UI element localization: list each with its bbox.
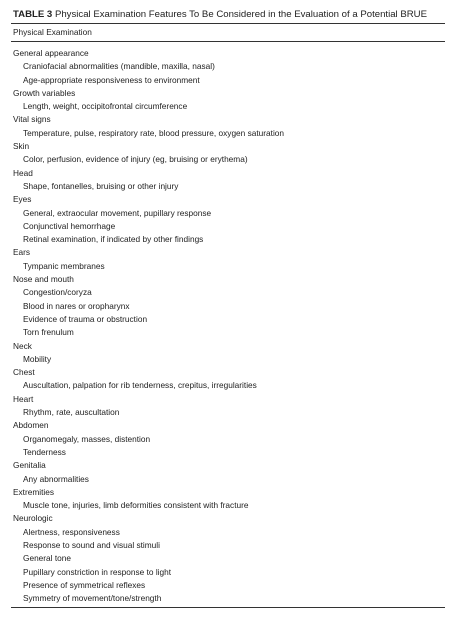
section-title: General appearance (13, 48, 89, 58)
section-item: Organomegaly, masses, distention (23, 433, 151, 444)
section-item: Torn frenulum (23, 327, 74, 338)
section-item: Craniofacial abnormalities (mandible, maxilla, nasal) (23, 61, 215, 72)
section-item: Alertness, responsiveness (23, 526, 120, 537)
section-item: Age-appropriate responsiveness to environment (23, 74, 200, 85)
section-title: Extremities (13, 486, 55, 497)
section-title: Genitalia (13, 460, 46, 471)
section-item: Any abnormalities (23, 473, 89, 484)
section-item: Response to sound and visual stimuli (23, 539, 160, 550)
physical-exam-table (11, 8, 445, 608)
section-title: Neck (13, 340, 32, 351)
column-header: Physical Examination (11, 23, 445, 42)
section-item: Rhythm, rate, auscultation (23, 407, 120, 418)
section-title: Abdomen (13, 420, 49, 431)
section-item: Auscultation, palpation for rib tenderness, crepitus, irregularities (23, 380, 257, 391)
section-item: Evidence of trauma or obstruction (23, 313, 148, 324)
section-title: Head (13, 167, 33, 178)
section-item: Tympanic membranes (23, 260, 105, 271)
table-title: Physical Examination Features To Be Considered in the Evaluation of a Potential BRUE (54, 9, 427, 20)
section-title: Heart (13, 393, 34, 404)
section-item: Mobility (23, 353, 52, 364)
section-item: Blood in nares or oropharynx (23, 300, 130, 311)
section-title: Eyes (13, 194, 32, 205)
section-item: Conjunctival hemorrhage (23, 220, 116, 231)
section-item: Muscle tone, injuries, limb deformities consistent with fracture (23, 500, 249, 511)
section-title: Nose and mouth (13, 274, 74, 285)
section-title: Neurologic (13, 513, 53, 524)
section-item: Color, perfusion, evidence of injury (eg, bruising or erythema) (23, 154, 248, 165)
table-body (11, 47, 445, 608)
section-item: Pupillary constriction in response to light (23, 566, 172, 577)
section-item: Symmetry of movement/tone/strength (23, 593, 162, 604)
section-item: General tone (23, 553, 71, 564)
section-title: Vital signs (13, 114, 51, 125)
section-item: Tenderness (23, 446, 66, 457)
section-item: Length, weight, occipitofrontal circumference (23, 101, 188, 112)
section-title: Skin (13, 141, 30, 152)
section-title: Ears (13, 247, 31, 258)
section-item: Congestion/coryza (23, 287, 92, 298)
section-item: Shape, fontanelles, bruising or other injury (23, 180, 179, 191)
table-label: TABLE 3 (13, 9, 53, 20)
section-item: Retinal examination, if indicated by other findings (23, 234, 204, 245)
section-title: Growth variables (13, 87, 76, 98)
section-item: General, extraocular movement, pupillary response (23, 207, 212, 218)
table-caption (11, 8, 445, 23)
section-title: Chest (13, 367, 35, 378)
section-item: Presence of symmetrical reflexes (23, 579, 146, 590)
section-item: Temperature, pulse, respiratory rate, blood pressure, oxygen saturation (23, 127, 285, 138)
